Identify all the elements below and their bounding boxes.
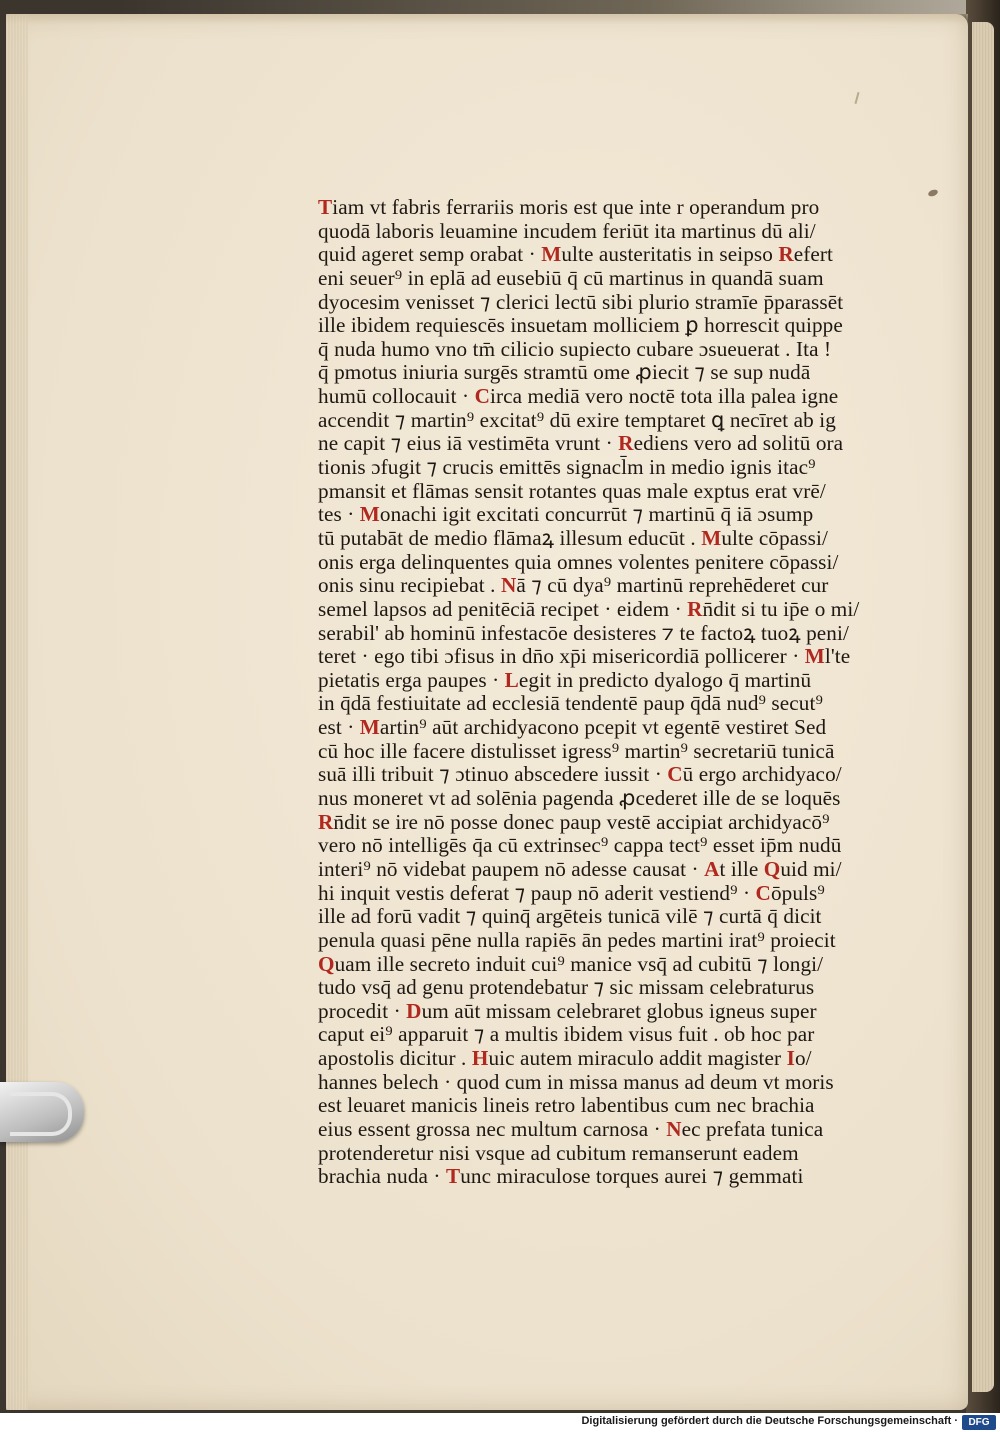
text-segment: ille ad forū vadit ⁊ quinq̄ argēteis tunicā vilē ⁊ curtā q̄ dicit (318, 904, 822, 929)
rubricated-initial: M (359, 715, 380, 740)
text-line (318, 1094, 878, 1118)
text-segment: n̄dit si tu ip̄e o mi/ (702, 596, 860, 621)
text-line (318, 1142, 878, 1166)
rubricated-initial: Q (763, 856, 781, 881)
text-segment: uid mi/ (780, 856, 842, 881)
rubricated-initial: M (541, 242, 562, 267)
text-line (318, 740, 878, 764)
text-segment: n̄dit se ire nō posse donec paup vestē accipiat archidyacō⁹ (333, 809, 830, 834)
text-segment: o/ (794, 1046, 812, 1071)
text-line (318, 598, 878, 622)
text-segment: unc miraculose torques aurei ⁊ gemmati (460, 1164, 804, 1189)
rubricated-initial: C (474, 384, 490, 409)
book-clip-wire (10, 1092, 72, 1136)
text-segment: tes · (318, 502, 360, 527)
text-line (318, 669, 878, 693)
text-line (318, 1118, 878, 1142)
text-segment: interi⁹ nō videbat paupem nō adesse causat · (318, 856, 705, 881)
text-line (318, 243, 878, 267)
text-segment: ne capit ⁊ eius iā vestimēta vrunt · (318, 431, 619, 456)
text-segment: quodā laboris leuamine incudem feriūt ita martinus dū ali/ (318, 218, 816, 243)
text-segment: onis erga delinquentes quia omnes volentes penitere cōpassi/ (318, 549, 839, 574)
text-segment: est leuaret manicis lineis retro labentibus cum nec brachia (318, 1093, 815, 1118)
text-segment: protenderetur nisi vsque ad cubitum remanserunt eadem (318, 1140, 799, 1165)
text-segment: brachia nuda · (318, 1164, 446, 1189)
text-line (318, 361, 878, 385)
scanner-top-strip (120, 0, 1000, 14)
text-segment: q̄ pmotus iniuria surgēs stramtū ome ꝓiecit ⁊ se sup nudā (318, 360, 811, 385)
page-stack-edge (6, 14, 28, 1410)
rubricated-initial: Q (318, 951, 335, 976)
text-segment: t ille (719, 856, 764, 881)
text-line (318, 976, 878, 1000)
text-segment: ille ibidem requiescēs insuetam molliciem ꝑ horrescit quippe (318, 313, 843, 338)
text-line (318, 811, 878, 835)
page-top-shadow (6, 14, 968, 24)
text-segment: eius essent grossa nec multum carnosa · (318, 1116, 667, 1141)
text-segment: eni seuer⁹ in eplā ad eusebiū q̄ cū martinus in quandā suam (318, 265, 824, 290)
facing-page-sliver (972, 22, 994, 1392)
text-line (318, 338, 878, 362)
text-line (318, 409, 878, 433)
text-segment: est · (318, 715, 360, 740)
text-segment: vero nō intelligēs q̄a cū extrinsec⁹ cappa tect⁹ esset ip̄m nudū (318, 833, 842, 858)
rubricated-initial: T (318, 195, 333, 219)
text-segment: efert (793, 242, 834, 267)
text-line (318, 645, 878, 669)
text-line (318, 1000, 878, 1024)
text-line (318, 1047, 878, 1071)
text-line (318, 551, 878, 575)
text-line (318, 527, 878, 551)
text-segment: ediens vero ad solitū ora (633, 431, 844, 456)
text-line (318, 787, 878, 811)
text-line (318, 574, 878, 598)
text-line (318, 858, 878, 882)
rubricated-initial: A (704, 856, 720, 881)
text-line (318, 480, 878, 504)
text-line (318, 1023, 878, 1047)
funding-notice: Digitalisierung gefördert durch die Deutsche Forschungsgemeinschaft · (581, 1415, 958, 1427)
text-line (318, 1165, 878, 1189)
facing-page-edge (966, 0, 1000, 1413)
text-segment: pietatis erga paupes · (318, 667, 505, 692)
rubricated-initial: C (755, 880, 771, 905)
rubricated-initial: R (687, 596, 703, 621)
text-segment: um aūt missam celebraret globus igneus super (421, 998, 817, 1023)
text-line (318, 196, 878, 220)
text-line (318, 503, 878, 527)
rubricated-initial: N (500, 573, 517, 598)
text-segment: tionis ɔfugit ⁊ crucis emittēs signacl̄m in medio ignis itac⁹ (318, 455, 816, 480)
text-line (318, 953, 878, 977)
rubricated-initial: T (445, 1164, 461, 1189)
rubricated-initial: M (701, 525, 722, 550)
text-line (318, 314, 878, 338)
text-segment: in q̄dā festiuitate ad ecclesiā tendentē paup q̄dā nud⁹ secut⁹ (318, 691, 823, 716)
text-line (318, 622, 878, 646)
text-segment: irca mediā vero noctē tota illa palea igne (489, 384, 839, 409)
text-segment: iam vt fabris ferrariis moris est que inte r operandum pro (332, 195, 820, 219)
rubricated-initial: L (504, 667, 519, 692)
text-segment: cū hoc ille facere distulisset igress⁹ martin⁹ secretariū tunicā (318, 738, 835, 763)
rubricated-initial: I (786, 1046, 795, 1071)
text-segment: ū ergo archidyaco/ (682, 762, 842, 787)
text-segment: ulte austeritatis in seipso (561, 242, 779, 267)
text-segment: uic autem miraculo addit magister (488, 1046, 787, 1071)
text-line (318, 267, 878, 291)
rubricated-initial: M (359, 502, 380, 527)
text-segment: semel lapsos ad penitēciā recipet · eidem · (318, 596, 688, 621)
text-segment: pmansit et flāmas sensit rotantes quas male exptus erat vrē/ (318, 478, 826, 503)
text-segment: ā ⁊ cū dya⁹ martinū reprehēderet cur (516, 573, 829, 598)
text-line (318, 385, 878, 409)
text-segment: serabil' ab hominū infestacōe desisteres ⁊ te factoꝝ tuoꝝ peni/ (318, 620, 849, 645)
text-line (318, 291, 878, 315)
rubricated-initial: N (666, 1116, 682, 1141)
digitization-footer (0, 1413, 1000, 1432)
text-segment: egit in predicto dyalogo q̄ martinū (518, 667, 812, 692)
text-segment: tū putabāt de medio flāmaꝝ illesum educūt . (318, 525, 702, 550)
text-segment: ulte cōpassi/ (721, 525, 828, 550)
rubricated-initial: R (618, 431, 634, 456)
printed-text-column (318, 196, 878, 1189)
text-segment: artin⁹ aūt archidyacono pcepit vt egentē vestiret Sed (379, 715, 827, 740)
text-segment: apostolis dicitur . (318, 1046, 472, 1071)
rubricated-initial: M (804, 644, 825, 669)
text-segment: uam ille secreto induit cui⁹ manice vsq̄ ad cubitū ⁊ longi/ (334, 951, 824, 976)
text-segment: caput ei⁹ apparuit ⁊ a multis ibidem visus fuit . ob hoc par (318, 1022, 815, 1047)
text-line (318, 834, 878, 858)
text-line (318, 716, 878, 740)
text-line (318, 763, 878, 787)
text-line (318, 1071, 878, 1095)
text-segment: quid ageret semp orabat · (318, 242, 542, 267)
text-segment: hi inquit vestis deferat ⁊ paup nō aderit vestiend⁹ · (318, 880, 756, 905)
text-line (318, 456, 878, 480)
rubricated-initial: H (471, 1046, 489, 1071)
text-segment: hannes belech · quod cum in missa manus ad deum vt moris (318, 1069, 834, 1094)
text-segment: penula quasi pēne nulla rapiēs ān pedes martini irat⁹ proiecit (318, 927, 836, 952)
text-segment: q̄ nuda humo vno tm̄ cilicio supiecto cubare ɔsueuerat . Ita ! (318, 336, 832, 361)
text-segment: ec prefata tunica (681, 1116, 824, 1141)
text-segment: tudo vsq̄ ad genu protendebatur ⁊ sic missam celebraturus (318, 975, 815, 1000)
text-segment: nus moneret vt ad solēnia pagenda ꝓcederet ille de se loquēs (318, 786, 841, 811)
text-line (318, 929, 878, 953)
rubricated-initial: R (778, 242, 794, 267)
text-segment: procedit · (318, 998, 407, 1023)
text-segment: onachi igit excitati concurrūt ⁊ martinū q̄ iā ɔsump (379, 502, 814, 527)
text-segment: dyocesim venisset ⁊ clerici lectū sibi plurio stramīe p̄parassēt (318, 289, 844, 314)
text-segment: l'te (824, 644, 851, 669)
rubricated-initial: R (318, 809, 334, 834)
rubricated-initial: D (406, 998, 422, 1023)
text-segment: accendit ⁊ martin⁹ excitat⁹ dū exire temptaret ꝗ necīret ab ig (318, 407, 836, 432)
text-line (318, 905, 878, 929)
text-segment: onis sinu recipiebat . (318, 573, 501, 598)
rubricated-initial: C (667, 762, 683, 787)
dfg-logo-icon: DFG (962, 1415, 996, 1430)
text-line (318, 692, 878, 716)
text-segment: humū collocauit · (318, 384, 475, 409)
text-segment: suā illi tribuit ⁊ ɔtinuo abscedere iussit · (318, 762, 668, 787)
text-segment: teret · ego tibi ɔfisus in dn̄o xp̄i misericordiā pollicerer · (318, 644, 805, 669)
book-clip (0, 1082, 84, 1142)
text-line (318, 220, 878, 244)
text-line (318, 432, 878, 456)
text-segment: ōpuls⁹ (770, 880, 825, 905)
text-line (318, 882, 878, 906)
